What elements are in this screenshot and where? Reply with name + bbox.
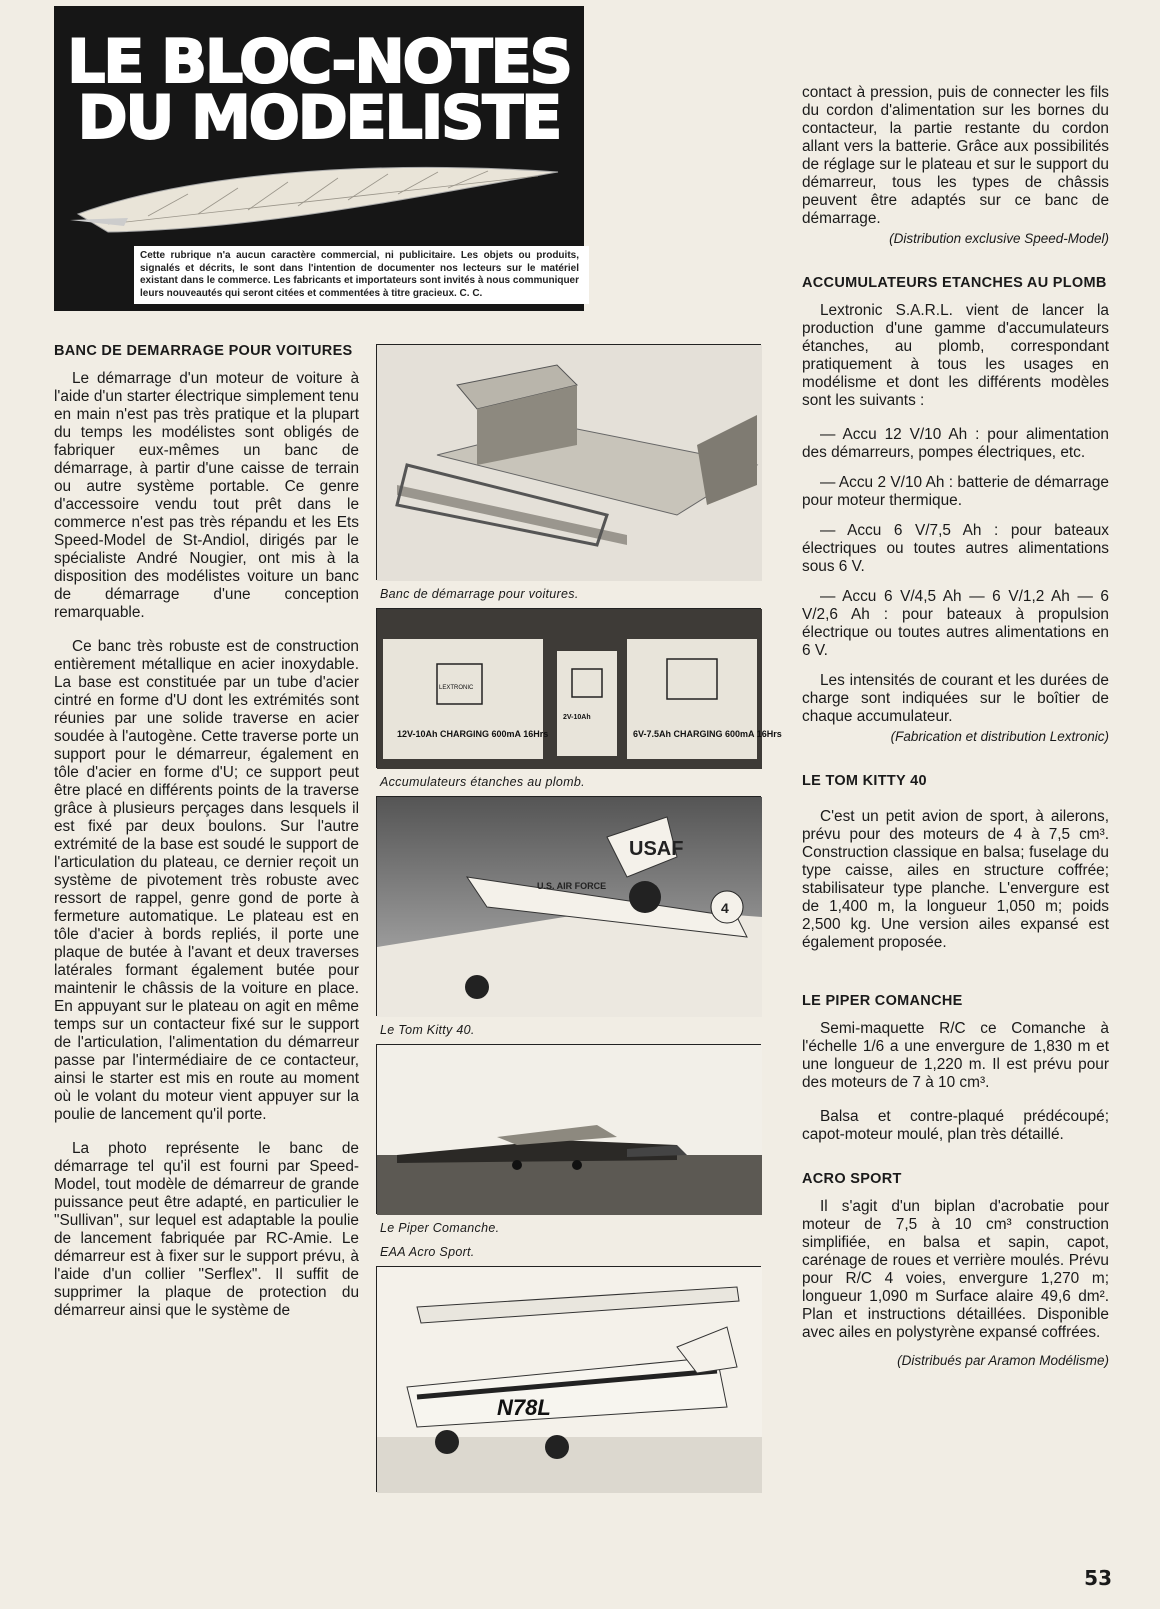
- tom-kitty-image: [377, 797, 762, 1017]
- credit-lextronic: (Fabrication et distribution Lextronic): [890, 729, 1109, 744]
- right-column: [802, 84, 1109, 1388]
- credit-speed-model: (Distribution exclusive Speed-Model): [889, 231, 1109, 246]
- paragraph: La photo représente le banc de démarrage tel qu'il est fourni par Speed-Model, tout modèle de démarreur de grande puissance peut être adapté, en particulier le "Sullivan", sur lequel est adaptable la poulie de lancement fabriquée par RC-Amie. Le démarreur est à fixer sur le support prévu, à l'aide d'un collier "Serflex". Il suffit de supprimer la plaque de protection du démarreur ainsi que le système de: [54, 1140, 359, 1319]
- heading-tom-kitty: LE TOM KITTY 40: [802, 773, 927, 789]
- paragraph: C'est un petit avion de sport, à ailerons, prévu pour des moteurs de 4 à 7,5 cm³. Construction classique en balsa; fuselage du type caisse, ailes en structure coffrée; stabilisateur type planche. L'envergure est de 1,400 m, la longueur 1,050 m; poids 2,500 kg. Une version ailes expansé est également proposée.: [802, 808, 1109, 951]
- left-column: [54, 342, 359, 1336]
- feather-glider-sketch: [68, 154, 568, 244]
- plane-body-text: U.S. AIR FORCE: [537, 881, 607, 891]
- list-item: — Accu 12 V/10 Ah : pour alimentation des démarreurs, pompes électriques, etc.: [802, 426, 1109, 461]
- paragraph: Les intensités de courant et les durées de charge sont indiquées sur le boîtier de chaque accumulateur.: [802, 672, 1109, 725]
- paragraph: contact à pression, puis de connecter les fils du cordon d'alimentation sur les bornes du contacteur, la partie restante du cordon allant vers la batterie. Grâce aux possibilités de réglage sur le plateau et sur le support du démarreur, tous les types de châssis peuvent être adaptés sur ce banc de démarrage.: [802, 84, 1109, 227]
- caption-accus: Accumulateurs étanches au plomb.: [380, 775, 585, 789]
- batteries-image: [377, 609, 782, 769]
- battery-label-2: 2V-10Ah: [563, 714, 591, 721]
- caption-acro: EAA Acro Sport.: [380, 1245, 475, 1259]
- disclaimer-note: Cette rubrique n'a aucun caractère commercial, ni publicitaire. Les objets ou produits, signalés et décrits, le sont dans l'intention de documenter nos lecteurs sur le matériel existant dans le commerce. Les fabricants et importateurs sont invités à nous communiquer leurs nouveautés qui seront citées et commentées à titre gracieux. C. C.: [134, 246, 589, 304]
- plane-number: 4: [721, 900, 729, 916]
- caption-piper: Le Piper Comanche.: [380, 1221, 500, 1235]
- photo-acro-sport: [376, 1266, 761, 1492]
- photo-column: [376, 344, 782, 1492]
- title-line-1: LE BLOC-NOTES: [67, 27, 571, 97]
- page-number: 53: [1084, 1566, 1112, 1590]
- heading-acro: ACRO SPORT: [802, 1171, 902, 1187]
- caption-tom-kitty: Le Tom Kitty 40.: [380, 1023, 475, 1037]
- photo-banc: [376, 344, 761, 580]
- credit-aramon: (Distribués par Aramon Modélisme): [897, 1353, 1109, 1368]
- photo-piper: [376, 1044, 761, 1214]
- paragraph: Le démarrage d'un moteur de voiture à l'aide d'un starter électrique simplement tenu en main n'est pas très pratique et la plupart du temps les modélistes sont obligés de fabriquer eux-mêmes un banc de démarrage, à partir d'une caisse de terrain ou autre système portable. Ce genre d'accessoire vendu tout prêt dans le commerce n'est pas très répandu et les Ets Speed-Model de St-Andiol, dirigés par le spécialiste André Nougier, ont mis à la disposition des modélistes voiture un banc de démarrage d'une conception remarquable.: [54, 370, 359, 621]
- title-line-2: DU MODELISTE: [77, 83, 561, 153]
- brand-label: LEXTRONIC: [439, 685, 474, 691]
- photo-tom-kitty: [376, 796, 761, 1016]
- caption-banc: Banc de démarrage pour voitures.: [380, 587, 579, 601]
- paragraph: Balsa et contre-plaqué prédécoupé; capot-moteur moulé, plan très détaillé.: [802, 1108, 1109, 1143]
- battery-label-1: 12V-10Ah CHARGING 600mA 16Hrs: [397, 729, 549, 739]
- heading-accumulateurs: ACCUMULATEURS ETANCHES AU PLOMB: [802, 275, 1107, 291]
- paragraph: Semi-maquette R/C ce Comanche à l'échelle 1/6 a une envergure de 1,830 m et une longueur de 1,220 m. Il est prévu pour des moteurs de 7 à 10 cm³.: [802, 1020, 1109, 1091]
- photo-accus: [376, 608, 782, 768]
- battery-label-3: 6V-7.5Ah CHARGING 600mA 16Hrs: [633, 729, 782, 739]
- paragraph: Il s'agit d'un biplan d'acrobatie pour moteur de 7,5 à 10 cm³ construction simplifiée, en balsa et sapin, capot, carénage de roues et verrière moulés. Prévu pour R/C 4 voies, envergure 1,270 m; longueur 1,090 m Surface alaire 49,6 dm². Plan et instructions détaillées. Disponible avec ailes en polystyrène expansé coffrées.: [802, 1198, 1109, 1341]
- list-item: — Accu 2 V/10 Ah : batterie de démarrage pour moteur thermique.: [802, 474, 1109, 509]
- paragraph: Lextronic S.A.R.L. vient de lancer la production d'une gamme d'accumulateurs étanches, au plomb, correspondant pratiquement à tous les usages en modélisme et dont les différents modèles sont les suivants :: [802, 302, 1109, 409]
- starting-bench-image: [377, 345, 762, 581]
- masthead: [54, 6, 584, 311]
- acro-sport-image: [377, 1267, 762, 1493]
- list-item: — Accu 6 V/4,5 Ah — 6 V/1,2 Ah — 6 V/2,6 Ah : pour bateaux à propulsion électrique ou toutes autres alimentations en 6 V.: [802, 588, 1109, 659]
- heading-banc: BANC DE DEMARRAGE POUR VOITURES: [54, 343, 353, 359]
- page-title: [54, 27, 584, 153]
- piper-comanche-image: [377, 1045, 762, 1215]
- plane-tail-text: USAF: [629, 838, 684, 860]
- heading-piper: LE PIPER COMANCHE: [802, 993, 963, 1009]
- list-item: — Accu 6 V/7,5 Ah : pour bateaux électriques ou toutes autres alimentations sous 6 V.: [802, 522, 1109, 575]
- paragraph: Ce banc très robuste est de construction entièrement métallique en acier inoxydable. La base est constituée par un tube d'acier cintré en forme d'U dont les extrémités sont réunies par une solide traverse en acier soudée à l'autogène. Cette traverse porte un support pour le démarreur, également en tôle d'acier en forme d'U; ce support peut être placé en différents points de la traverse grâce à plusieurs perçages dans lesquels il est fixé par deux boulons. Sur l'autre extrémité de la base est soudé le support de l'articulation du plateau, ce dernier reçoit un système de pivotement très robuste avec ressort de rappel, genre gond de porte à fermeture automatique. Le plateau est en tôle d'acier à bords repliés, il porte une plaque de butée à l'avant et deux traverses latérales formant également butée pour maintenir le châssis de la voiture en place. En appuyant sur le plateau on agit en même temps sur un contacteur fixé sur le support de l'articulation, l'alimentation du démarreur passe par l'intermédiaire de ce contacteur, ainsi le starter est mis en route au moment où le volant du moteur vient appuyer sur la poulie de lancement qu'il porte.: [54, 638, 359, 1123]
- biplane-registration: N78L: [497, 1395, 551, 1420]
